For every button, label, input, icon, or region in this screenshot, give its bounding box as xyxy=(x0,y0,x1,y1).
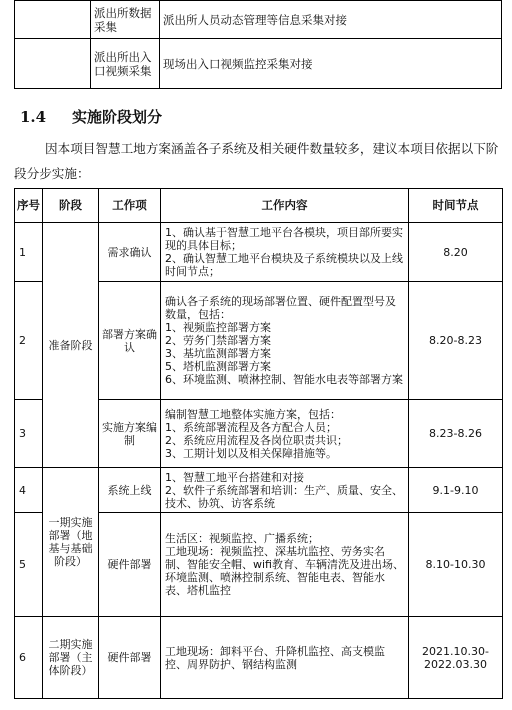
table-row xyxy=(15,617,503,699)
cell-content: 1、智慧工地平台搭建和对接 2、软件子系统部署和培训：生产、质量、安全、技术、协筑、访客系统 xyxy=(161,468,409,513)
table-cell: 现场出入口视频监控采集对接 xyxy=(160,39,502,89)
cell-time: 9.1-9.10 xyxy=(409,468,503,513)
cell-item: 硬件部署 xyxy=(99,513,161,617)
section-heading xyxy=(20,106,162,127)
table-row xyxy=(15,1,502,39)
cell-stage: 二期实施部署（主体阶段） xyxy=(43,617,99,699)
cell-seq: 3 xyxy=(15,400,43,468)
cell-item: 需求确认 xyxy=(99,223,161,282)
intro-paragraph: 因本项目智慧工地方案涵盖各子系统及相关硬件数量较多，建议本项目依据以下阶段分步实施： xyxy=(14,141,499,181)
cell-stage: 准备阶段 xyxy=(43,223,99,468)
cell-item: 系统上线 xyxy=(99,468,161,513)
table-row xyxy=(15,468,503,513)
header-stage: 阶段 xyxy=(43,189,99,223)
cell-seq: 5 xyxy=(15,513,43,617)
table-cell: 派出所出入口视频采集 xyxy=(91,39,160,89)
cell-time: 8.23-8.26 xyxy=(409,400,503,468)
cell-content: 1、确认基于智慧工地平台各模块，项目部所要实现的具体目标； 2、确认智慧工地平台模块及子系统模块以及上线时间节点； xyxy=(161,223,409,282)
header-time: 时间节点 xyxy=(409,189,503,223)
table-row xyxy=(15,39,502,89)
cell-seq: 6 xyxy=(15,617,43,699)
cell-seq: 4 xyxy=(15,468,43,513)
cell-item: 部署方案确认 xyxy=(99,282,161,400)
top-continuation-table xyxy=(14,0,502,89)
table-cell: 派出所人员动态管理等信息采集对接 xyxy=(160,1,502,39)
cell-item: 实施方案编制 xyxy=(99,400,161,468)
cell-time: 8.20-8.23 xyxy=(409,282,503,400)
cell-item: 硬件部署 xyxy=(99,617,161,699)
table-header-row xyxy=(15,189,503,223)
header-item: 工作项 xyxy=(99,189,161,223)
cell-time: 2021.10.30-2022.03.30 xyxy=(409,617,503,699)
header-content: 工作内容 xyxy=(161,189,409,223)
header-seq: 序号 xyxy=(15,189,43,223)
phase-table xyxy=(14,188,503,699)
table-row xyxy=(15,223,503,282)
section-number: 1.4 xyxy=(20,108,47,126)
cell-time: 8.10-10.30 xyxy=(409,513,503,617)
cell-content: 编制智慧工地整体实施方案，包括： 1、系统部署流程及各方配合人员； 2、系统应用流程及各岗位职责共识； 3、工期计划以及相关保障措施等。 xyxy=(161,400,409,468)
cell-stage: 一期实施部署（地基与基础阶段） xyxy=(43,468,99,617)
cell-time: 8.20 xyxy=(409,223,503,282)
cell-content: 工地现场：卸料平台、升降机监控、高支模监控、周界防护、钢结构监测 xyxy=(161,617,409,699)
cell-content: 确认各子系统的现场部署位置、硬件配置型号及数量，包括： 1、视频监控部署方案 2、劳务门禁部署方案 3、基坑监测部署方案 5、塔机监测部署方案 6、环境监测、喷淋控制、智能水电表等部署方案 xyxy=(161,282,409,400)
cell-content: 生活区：视频监控、广播系统； 工地现场：视频监控、深基坑监控、劳务实名制、智能安全帽、wifi教育、车辆清洗及进出场、环境监测、喷淋控制系统、智能电表、智能水表、塔机监控 xyxy=(161,513,409,617)
section-title: 实施阶段划分 xyxy=(72,108,163,126)
table-cell: 派出所数据采集 xyxy=(91,1,160,39)
cell-seq: 1 xyxy=(15,223,43,282)
cell-seq: 2 xyxy=(15,282,43,400)
